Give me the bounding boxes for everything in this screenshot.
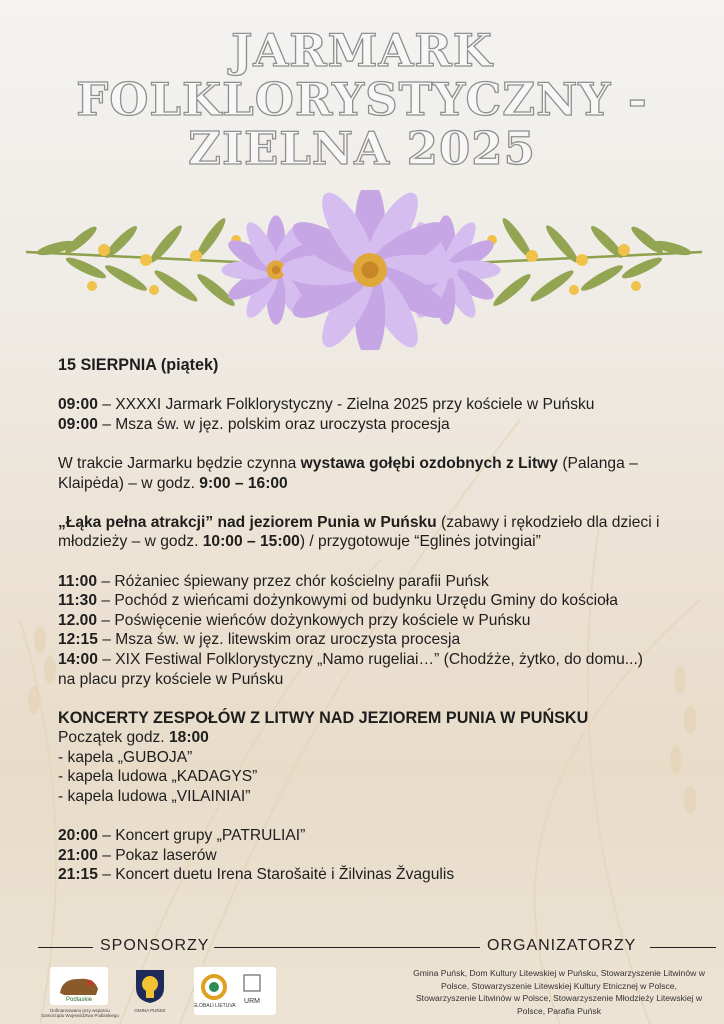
schedule-item bbox=[58, 865, 688, 885]
footer-divider-mid bbox=[214, 947, 480, 948]
exhibit-title: wystawa gołębi ozdobnych z Litwy bbox=[300, 454, 558, 472]
band-item: - kapela „GUBOJA” bbox=[58, 748, 193, 766]
exhibit-pre: W trakcie Jarmarku będzie czynna bbox=[58, 454, 301, 472]
title-line-2: FOLKLORYSTYCZNY - bbox=[76, 73, 648, 126]
exhibit-post: (Palanga – Klaipėda) – w godz. bbox=[58, 454, 638, 492]
schedule-item bbox=[58, 415, 688, 435]
schedule-item bbox=[58, 591, 643, 611]
concerts-start-label: Początek godz. bbox=[58, 729, 169, 747]
schedule-text: – Pochód z wieńcami dożynkowymi od budynku Urzędu Gminy do kościoła bbox=[97, 592, 618, 610]
schedule-text: – XIX Festiwal Folklorystyczny „Namo rugeliai…” (Chodźże, żytko, do domu...) na placu przy kościele w Puńsku bbox=[58, 650, 643, 688]
title-line-1: JARMARK bbox=[231, 24, 493, 77]
urm-caption: URM bbox=[244, 998, 260, 1005]
schedule-item bbox=[58, 650, 658, 689]
meadow-mid: (zabawy i rękodzieło dla dzieci i młodzieży – w godz. bbox=[58, 513, 660, 551]
schedule-item bbox=[58, 611, 688, 631]
schedule-text: – Poświęcenie wieńców dożynkowych przy kościele w Puńsku bbox=[97, 611, 531, 629]
exhibit-hours: 9:00 – 16:00 bbox=[199, 474, 288, 492]
meadow-info bbox=[58, 513, 688, 552]
schedule-time: 12.00 bbox=[58, 611, 98, 629]
podlaskie-caption: Dofinansowano przy wsparciu Samorządu Województwa Podlaskiego bbox=[41, 1008, 119, 1018]
schedule-time: 21:15 bbox=[58, 866, 98, 884]
schedule-text: – Msza św. w jęz. litewskim oraz uroczysta procesja bbox=[97, 631, 461, 649]
schedule-time: 09:00 bbox=[58, 415, 98, 433]
schedule-text: – Koncert grupy „PATRULIAI” bbox=[97, 827, 306, 845]
organizers-label: ORGANIZATORZY bbox=[487, 937, 637, 954]
footer-divider-right bbox=[650, 947, 716, 948]
meadow-hours: 10:00 – 15:00 bbox=[202, 533, 300, 551]
exhibit-info bbox=[58, 454, 688, 493]
schedule-item bbox=[58, 826, 688, 846]
flower-garland-illustration bbox=[26, 190, 702, 350]
schedule-time: 11:30 bbox=[58, 592, 98, 610]
schedule-time: 14:00 bbox=[58, 650, 98, 668]
schedule-item bbox=[58, 630, 688, 650]
punsk-crest-logo bbox=[134, 968, 166, 1004]
schedule-item bbox=[58, 846, 688, 866]
footer-divider-left bbox=[38, 947, 93, 948]
band-item: - kapela ludowa „VILAINIAI” bbox=[58, 788, 251, 806]
event-date: 15 SIERPNIA (piątek) bbox=[58, 356, 219, 374]
podlaskie-wordmark: Podlaskie bbox=[65, 997, 93, 1003]
schedule-time: 20:00 bbox=[58, 827, 98, 845]
podlaskie-logo bbox=[50, 967, 108, 1005]
schedule-text: – Koncert duetu Irena Starošaitė i Žilvinas Žvagulis bbox=[97, 866, 455, 884]
band-item: - kapela ludowa „KADAGYS” bbox=[58, 768, 258, 786]
punsk-caption: GMINA PUŃSK bbox=[134, 1008, 166, 1013]
schedule-time: 12:15 bbox=[58, 631, 98, 649]
title-line-3: ZIELNA 2025 bbox=[188, 122, 536, 175]
sponsors-label: SPONSORZY bbox=[100, 937, 210, 954]
concerts-start-time: 18:00 bbox=[168, 729, 209, 747]
schedule-item bbox=[58, 395, 688, 415]
schedule-time: 09:00 bbox=[58, 396, 98, 414]
schedule-time: 21:00 bbox=[58, 846, 98, 864]
schedule-text: – Msza św. w jęz. polskim oraz uroczysta procesja bbox=[97, 415, 450, 433]
schedule-text: – Pokaz laserów bbox=[97, 846, 217, 864]
schedule-text: – XXXXI Jarmark Folklorystyczny - Zielna 2025 przy kościele w Puńsku bbox=[97, 396, 595, 414]
lietuva-caption: GLOBALI LIETUVA bbox=[194, 1003, 236, 1009]
schedule-content bbox=[58, 356, 688, 885]
crest-icon bbox=[134, 968, 166, 1004]
lietuva-urm-logos bbox=[194, 967, 276, 1015]
schedule-text: – Różaniec śpiewany przez chór kościelny parafii Puńsk bbox=[97, 572, 489, 590]
meadow-post: ) / przygotowuje “Eglinės jotvingiai” bbox=[299, 533, 541, 551]
meadow-title: „Łąka pełna atrakcji” nad jeziorem Punia w Puńsku bbox=[58, 513, 437, 531]
organizers-list: Gmina Puńsk, Dom Kultury Litewskiej w Puńsku, Stowarzyszenie Litwinów w Polsce, Stowarzyszenie Litewskiej Kultury Etnicznej w Polsce, Stowarzyszenie Litwinów w Polsce, Stowarzyszenie Młodzieży Litewskiej w Polsce, Parafia Puńsk bbox=[413, 968, 705, 1016]
schedule-time: 11:00 bbox=[58, 572, 98, 590]
schedule-item bbox=[58, 572, 688, 592]
poster-title bbox=[0, 26, 724, 173]
partners-logo-box bbox=[194, 967, 276, 1015]
concerts-start bbox=[58, 728, 688, 748]
concerts-heading: KONCERTY ZESPOŁÓW Z LITWY NAD JEZIOREM PUNIA W PUŃSKU bbox=[58, 708, 589, 727]
bison-icon bbox=[50, 967, 108, 1005]
